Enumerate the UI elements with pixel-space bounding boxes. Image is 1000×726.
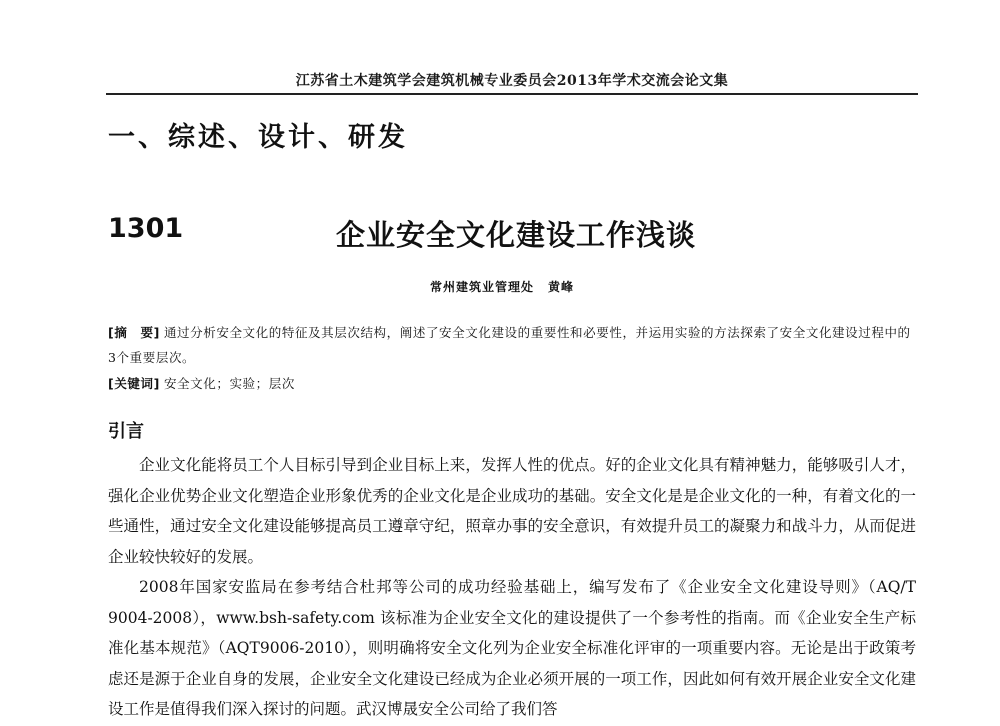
abstract-text: 通过分析安全文化的特征及其层次结构，阐述了安全文化建设的重要性和必要性，并运用实验的方法探索了安全文化建设过程中的3个重要层次。	[108, 325, 911, 365]
keywords	[108, 373, 918, 395]
byline	[430, 278, 574, 295]
author-name: 黄峰	[548, 280, 575, 294]
keywords-text: 安全文化；实验；层次	[163, 376, 295, 391]
abstract	[108, 320, 918, 370]
intro-heading: 引言	[108, 421, 144, 442]
paper-number: 1301	[108, 213, 184, 244]
paper-title: 企业安全文化建设工作浅谈	[336, 218, 697, 252]
body-paragraph: 2008年国家安监局在参考结合杜邦等公司的成功经验基础上，编写发布了《企业安全文化建设导则》（AQ/T 9004-2008），www.bsh-safety.com 该标准为企业安全文化的建设提供了一个参考性的指南。而《企业安全生产标准化基本规范》（AQT9006-2010），则明确将安全文化列为企业安全标准化评审的一项重要内容。无论是出于政策考虑还是源于企业自身的发展，企业安全文化建设已经成为企业必须开展的一项工作，因此如何有效开展企业安全文化建设工作是值得我们深入探讨的问题。武汉博晟安全公司给了我们答	[108, 578, 916, 718]
keywords-tag: [关键词]	[108, 376, 160, 391]
body-paragraph: 企业文化能将员工个人目标引导到企业目标上来，发挥人性的优点。好的企业文化具有精神魅力，能够吸引人才，强化企业优势企业文化塑造企业形象优秀的企业文化是企业成功的基础。安全文化是是企业文化的一种，有着文化的一些通性，通过安全文化建设能够提高员工遵章守纪，照章办事的安全意识，有效提升员工的凝聚力和战斗力，从而促进企业较快较好的发展。	[108, 456, 916, 566]
section-heading: 一、综述、设计、研发	[108, 122, 408, 153]
author-affiliation: 常州建筑业管理处	[430, 280, 535, 294]
body-text	[108, 450, 916, 725]
abstract-tag: [摘 要]	[108, 325, 160, 340]
running-header: 江苏省土木建筑学会建筑机械专业委员会2013年学术交流会论文集	[295, 73, 729, 89]
header-rule	[106, 93, 918, 95]
